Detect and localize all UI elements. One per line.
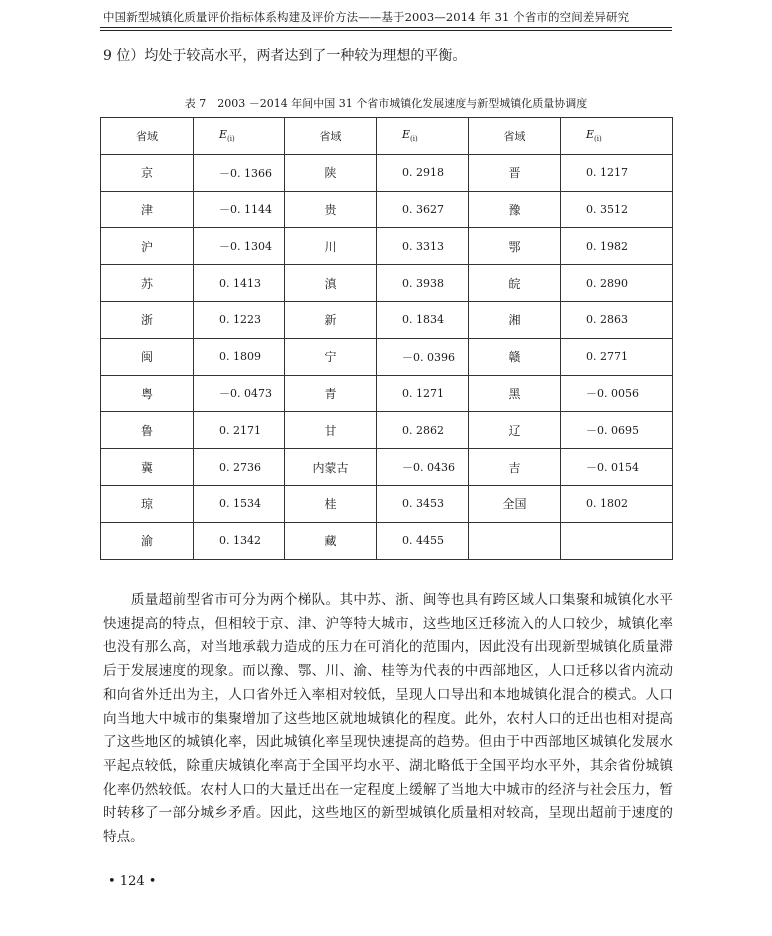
table-caption: 表 7 2003 －2014 年间中国 31 个省市城镇化发展速度与新型城镇化质量协调度	[184, 97, 588, 110]
e-symbol: E	[219, 128, 228, 142]
value-cell: －0. 0436	[377, 449, 469, 486]
header-e	[377, 118, 469, 155]
value-cell: －0. 1304	[194, 228, 285, 265]
table-row	[101, 191, 673, 228]
province-cell: 赣	[469, 338, 561, 375]
running-header: 中国新型城镇化质量评价指标体系构建及评价方法——基于2003—2014 年 31 个省市的空间差异研究	[103, 10, 630, 24]
paragraph-line: 时转移了一部分城乡矛盾。因此，这些地区的新型城镇化质量相对较高，呈现出超前于速度的	[103, 805, 673, 822]
province-cell: 渝	[101, 522, 194, 559]
province-cell: 苏	[101, 265, 194, 302]
table-row	[101, 154, 673, 191]
paragraph-line: 质量超前型省市可分为两个梯队。其中苏、浙、闽等也具有跨区域人口集聚和城镇化水平	[103, 592, 673, 608]
province-cell	[469, 522, 561, 559]
table-row	[101, 265, 673, 302]
value-cell: 0. 3313	[377, 228, 469, 265]
header-rule-thick	[100, 27, 672, 28]
value-cell: 0. 3512	[561, 191, 673, 228]
value-cell	[561, 522, 673, 559]
value-cell: 0. 1217	[561, 154, 673, 191]
province-cell: 冀	[101, 449, 194, 486]
value-cell: －0. 0056	[561, 375, 673, 412]
lead-text: 9 位）均处于较高水平，两者达到了一种较为理想的平衡。	[103, 48, 467, 64]
paragraph-line: 和向省外迁出为主，人口省外迁入率相对较低，呈现人口导出和本地城镇化混合的模式。人口	[103, 686, 673, 703]
value-cell: －0. 1366	[194, 154, 285, 191]
value-cell: 0. 2171	[194, 412, 285, 449]
value-cell: 0. 2862	[377, 412, 469, 449]
province-cell: 鲁	[101, 412, 194, 449]
body-paragraph	[103, 589, 673, 850]
province-cell: 闽	[101, 338, 194, 375]
value-cell: 0. 1534	[194, 485, 285, 522]
header-e	[194, 118, 285, 155]
paragraph-line: 化率仍然较低。农村人口的大量迁出在一定程度上缓解了当地大中城市的经济与社会压力，暂	[103, 781, 673, 798]
header-province: 省域	[469, 118, 561, 155]
province-cell: 鄂	[469, 228, 561, 265]
table-row	[101, 228, 673, 265]
province-cell: 陕	[285, 154, 377, 191]
province-cell: 全国	[469, 485, 561, 522]
table-row	[101, 485, 673, 522]
value-cell: －0. 0154	[561, 449, 673, 486]
table-row	[101, 338, 673, 375]
value-cell: 0. 1982	[561, 228, 673, 265]
paragraph-line: 后于发展速度的现象。而以豫、鄂、川、渝、桂等为代表的中西部地区，人口迁移以省内流动	[103, 663, 673, 680]
province-cell: 湘	[469, 301, 561, 338]
province-cell: 新	[285, 301, 377, 338]
value-cell: 0. 3453	[377, 485, 469, 522]
table-row	[101, 449, 673, 486]
value-cell: 0. 1223	[194, 301, 285, 338]
e-subscript: (i)	[227, 135, 235, 144]
paragraph-line: 也没有那么高，对当地承载力造成的压力在可消化的范围内，因此没有出现新型城镇化质量滞	[103, 639, 673, 656]
province-cell: 黑	[469, 375, 561, 412]
value-cell: －0. 0695	[561, 412, 673, 449]
province-cell: 桂	[285, 485, 377, 522]
province-cell: 贵	[285, 191, 377, 228]
table-row	[101, 412, 673, 449]
province-cell: 晋	[469, 154, 561, 191]
paragraph-line: 特点。	[103, 829, 144, 846]
header-province: 省域	[101, 118, 194, 155]
province-cell: 豫	[469, 191, 561, 228]
header-province: 省域	[285, 118, 377, 155]
province-cell: 滇	[285, 265, 377, 302]
province-cell: 青	[285, 375, 377, 412]
value-cell: －0. 1144	[194, 191, 285, 228]
table-row	[101, 301, 673, 338]
table-row	[101, 375, 673, 412]
province-cell: 内蒙古	[285, 449, 377, 486]
coordination-table	[100, 117, 673, 560]
value-cell: 0. 1342	[194, 522, 285, 559]
province-cell: 辽	[469, 412, 561, 449]
province-cell: 粤	[101, 375, 194, 412]
e-symbol: E	[402, 128, 411, 142]
province-cell: 宁	[285, 338, 377, 375]
e-symbol: E	[586, 128, 595, 142]
value-cell: 0. 2771	[561, 338, 673, 375]
province-cell: 甘	[285, 412, 377, 449]
province-cell: 琼	[101, 485, 194, 522]
table-header-row	[101, 118, 673, 155]
province-cell: 京	[101, 154, 194, 191]
province-cell: 沪	[101, 228, 194, 265]
paragraph-line: 平起点较低，除重庆城镇化率高于全国平均水平、湖北略低于全国平均水平外，其余省份城镇	[103, 757, 673, 774]
header-e	[561, 118, 673, 155]
value-cell: 0. 1271	[377, 375, 469, 412]
value-cell: 0. 4455	[377, 522, 469, 559]
page-number: • 124 •	[108, 874, 157, 889]
province-cell: 藏	[285, 522, 377, 559]
province-cell: 吉	[469, 449, 561, 486]
value-cell: 0. 3627	[377, 191, 469, 228]
paragraph-line: 快速提高的特点，但相较于京、津、沪等特大城市，这些地区迁移流入的人口较少，城镇化率	[103, 615, 673, 632]
province-cell: 浙	[101, 301, 194, 338]
e-subscript: (i)	[594, 135, 602, 144]
value-cell: 0. 2736	[194, 449, 285, 486]
e-subscript: (i)	[410, 135, 418, 144]
header-rule-thin	[100, 30, 672, 31]
value-cell: 0. 1809	[194, 338, 285, 375]
paragraph-line: 了这些地区的城镇化率，因此城镇化率呈现快速提高的趋势。但由于中西部地区城镇化发展水	[103, 734, 673, 751]
value-cell: 0. 1834	[377, 301, 469, 338]
table-row	[101, 522, 673, 559]
value-cell: 0. 2918	[377, 154, 469, 191]
province-cell: 津	[101, 191, 194, 228]
province-cell: 川	[285, 228, 377, 265]
value-cell: 0. 1802	[561, 485, 673, 522]
value-cell: 0. 2890	[561, 265, 673, 302]
value-cell: 0. 1413	[194, 265, 285, 302]
value-cell: 0. 2863	[561, 301, 673, 338]
paragraph-line: 向当地大中城市的集聚增加了这些地区就地城镇化的程度。此外，农村人口的迁出也相对提高	[103, 710, 673, 727]
value-cell: 0. 3938	[377, 265, 469, 302]
value-cell: －0. 0396	[377, 338, 469, 375]
province-cell: 皖	[469, 265, 561, 302]
value-cell: －0. 0473	[194, 375, 285, 412]
